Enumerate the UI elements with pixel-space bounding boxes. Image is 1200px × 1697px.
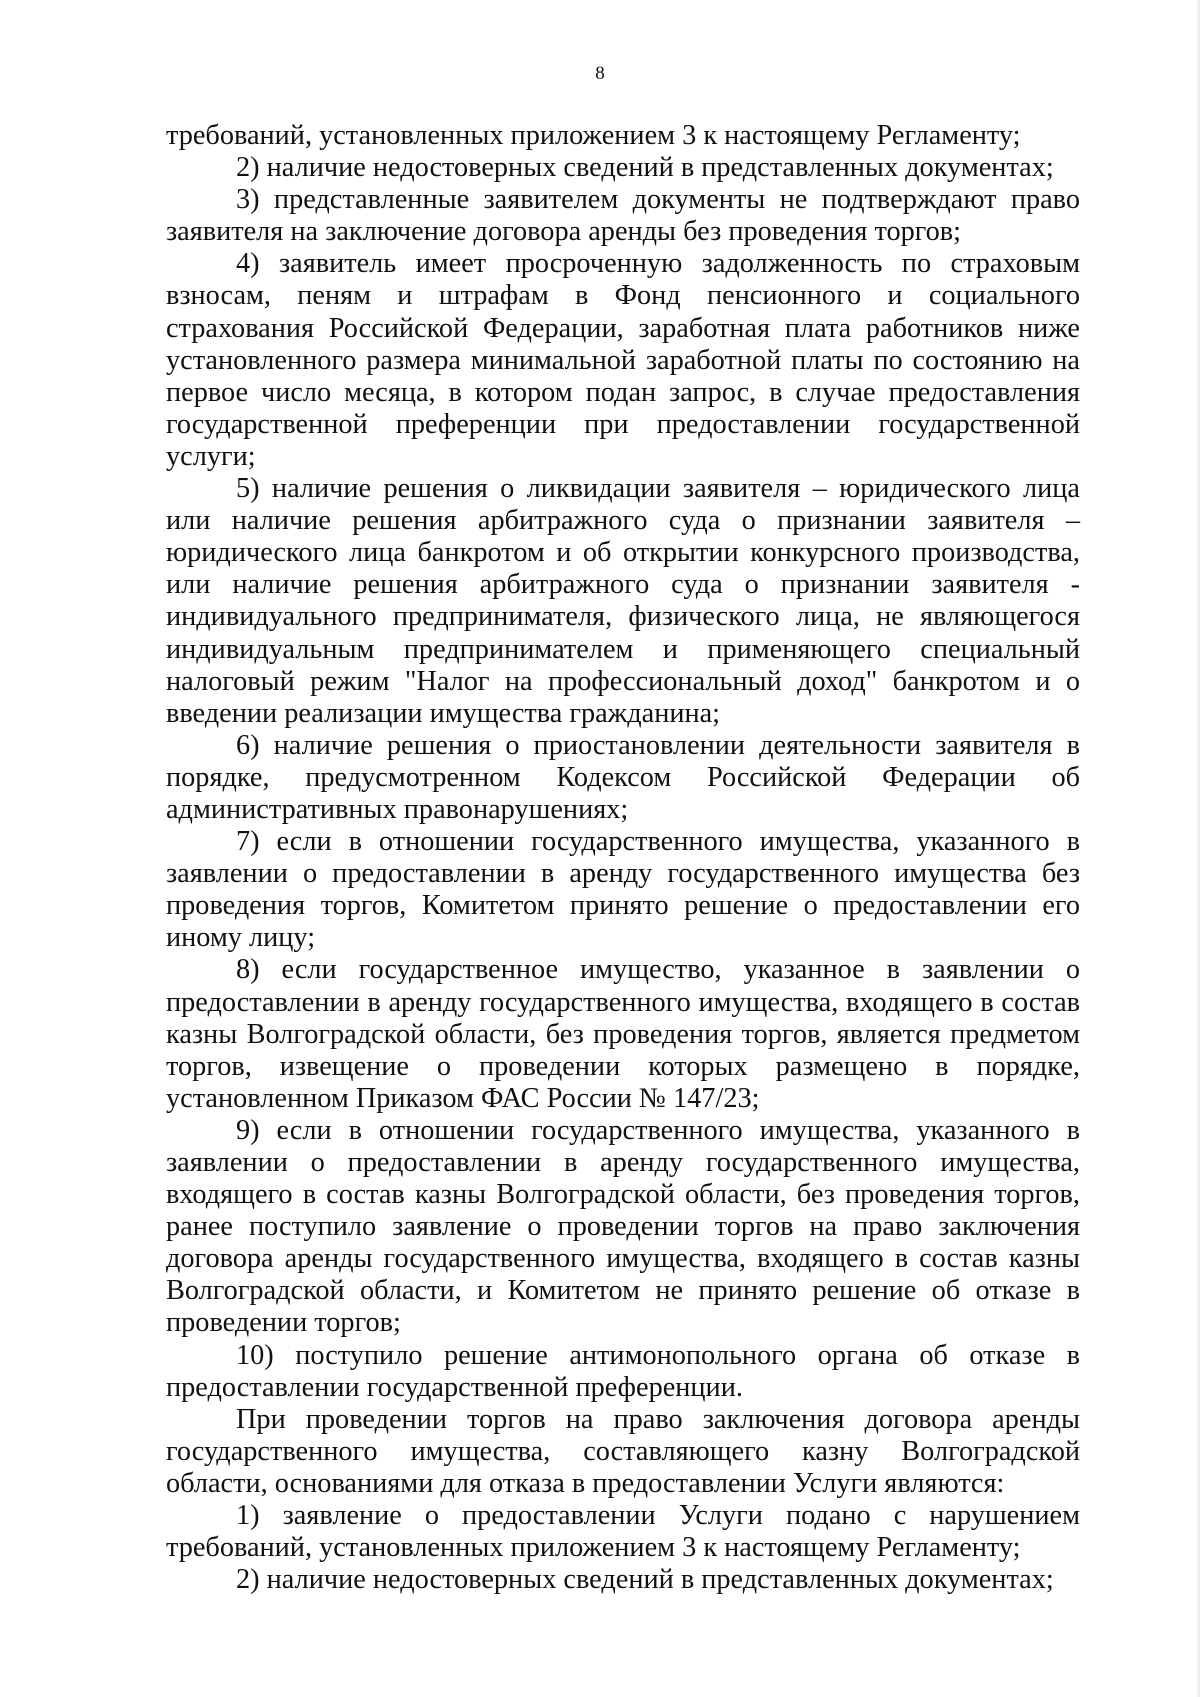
tender-list-item-1: 1) заявление о предоставлении Услуги подано с нарушением требований, установленных приложением 3 к настоящему Регламенту; [166,1500,1080,1564]
list-item-2: 2) наличие недостоверных сведений в представленных документах; [236,152,1054,184]
list-item-5: 5) наличие решения о ликвидации заявителя – юридического лица или наличие решения арбитражного суда о признании заявителя – юридического лица банкротом и об открытии конкурсного производства, или наличие решения арбитражного суда о признании заявителя - индивидуального предпринимателя, физического лица, не являющегося индивидуальным предпринимателем и применяющего специальный налоговый режим "Налог на профессиональный доход" банкротом и о введении реализации имущества гражданина; [166,473,1080,729]
list-item-6: 6) наличие решения о приостановлении деятельности заявителя в порядке, предусмотренном Кодексом Российской Федерации об административных правонарушениях; [166,729,1080,825]
list-item-9: 9) если в отношении государственного имущества, указанного в заявлении о предоставлении в аренду государственного имущества, входящего в состав казны Волгоградской области, без проведения торгов, ранее поступило заявление о проведении торгов на право заключения договора аренды государственного имущества, входящего в состав казны Волгоградской области, и Комитетом не принято решение об отказе в проведении торгов; [166,1114,1080,1339]
paragraph-continuation: требований, установленных приложением 3 к настоящему Регламенту; [166,120,1021,151]
scan-edge-shadow [1196,0,1200,1697]
list-item-3: 3) представленные заявителем документы не подтверждают право заявителя на заключение договора аренды без проведения торгов; [166,184,1080,248]
tender-grounds-intro: При проведении торгов на право заключения договора аренды государственного имущества, составляющего казну Волгоградской области, основаниями для отказа в предоставлении Услуги являются: [166,1403,1080,1499]
page-number: 8 [595,63,605,84]
list-item-10: 10) поступило решение антимонопольного органа об отказе в предоставлении государственной преференции. [166,1339,1080,1403]
list-item-7: 7) если в отношении государственного имущества, указанного в заявлении о предоставлении в аренду государственного имущества без проведения торгов, Комитетом принято решение о предоставлении его иному лицу; [166,826,1080,954]
list-item-8: 8) если государственное имущество, указанное в заявлении о предоставлении в аренду государственного имущества, входящего в состав казны Волгоградской области, без проведения торгов, является предметом торгов, извещение о проведении которых размещено в порядке, установленном Приказом ФАС России № 147/23; [166,954,1080,1114]
document-body [166,120,1080,1596]
tender-list-item-2: 2) наличие недостоверных сведений в представленных документах; [236,1564,1054,1596]
list-item-4: 4) заявитель имеет просроченную задолженность по страховым взносам, пеням и штрафам в Фонд пенсионного и социального страхования Российской Федерации, заработная плата работников ниже установленного размера минимальной заработной платы по состоянию на первое число месяца, в котором подан запрос, в случае предоставления государственной преференции при предоставлении государственной услуги; [166,248,1080,472]
